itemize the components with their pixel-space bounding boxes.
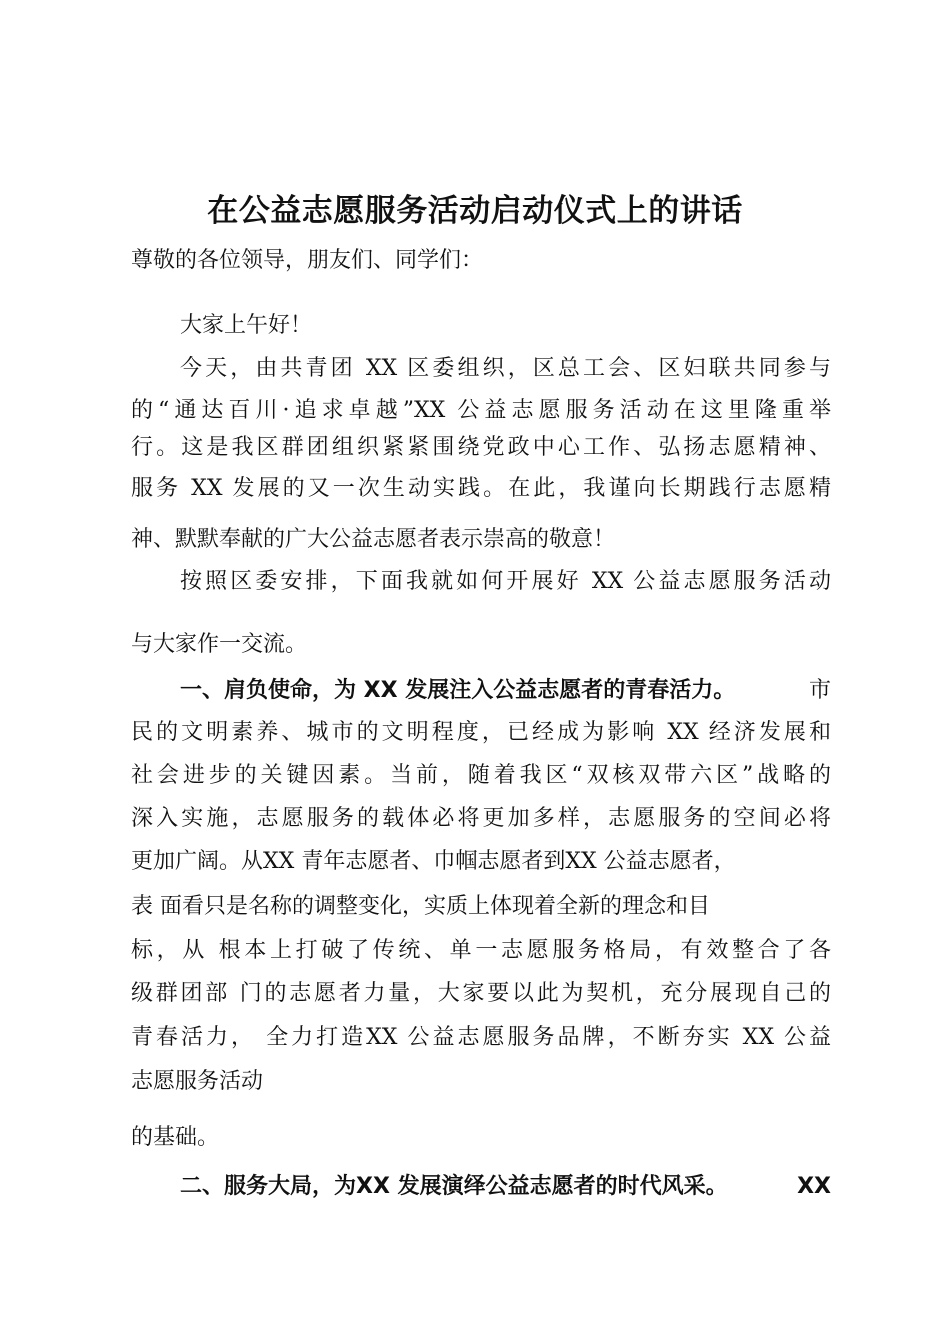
para1-line-1: 今天，由共青团 XX 区委组织，区总工会、区妇联共同参与 xyxy=(180,356,831,381)
section1-line-6: 标，从 根本上打破了传统、单一志愿服务格局，有效整合了各 xyxy=(131,938,831,963)
section1-line-4: 更加广阔。从XX 青年志愿者、巾帼志愿者到XX 公益志愿者， xyxy=(131,849,736,874)
section1-line-2: 社会进步的关键因素。当前，随着我区“双核双带六区”战略的 xyxy=(131,763,831,788)
greeting: 大家上午好！ xyxy=(180,313,313,338)
section1-lead: 市 xyxy=(808,678,831,703)
section1-first-line xyxy=(180,676,831,706)
section2-first-line xyxy=(180,1172,831,1202)
para1-line-3: 行。这是我区群团组织紧紧围绕党政中心工作、弘扬志愿精神、 xyxy=(131,435,831,460)
section1-line-8: 青春活力， 全力打造XX 公益志愿服务品牌，不断夯实 XX 公益 xyxy=(131,1025,831,1050)
section1-line-1: 民的文明素养、城市的文明程度，已经成为影响 XX 经济发展和 xyxy=(131,720,831,745)
section1-line-10: 的基础。 xyxy=(131,1125,220,1150)
section1-line-7: 级群团部 门的志愿者力量，大家要以此为契机，充分展现自己的 xyxy=(131,981,831,1006)
section1-heading: 一、肩负使命，为 XX 发展注入公益志愿者的青春活力。 xyxy=(180,678,736,703)
section1-line-9: 志愿服务活动 xyxy=(131,1069,264,1094)
section1-line-3: 深入实施，志愿服务的载体必将更加多样，志愿服务的空间必将 xyxy=(131,806,831,831)
section2-heading: 二、服务大局，为XX 发展演绎公益志愿者的时代风采。 xyxy=(180,1174,728,1199)
document-title: 在公益志愿服务活动启动仪式上的讲话 xyxy=(207,193,743,229)
para2-line-1: 按照区委安排，下面我就如何开展好 XX 公益志愿服务活动 xyxy=(180,569,831,594)
section2-lead: XX xyxy=(797,1174,831,1199)
para2-line-2: 与大家作一交流。 xyxy=(131,632,308,657)
para1-line-5: 神、默默奉献的广大公益志愿者表示崇高的敬意！ xyxy=(131,527,616,552)
para1-line-4: 服务 XX 发展的又一次生动实践。在此，我谨向长期践行志愿精 xyxy=(131,476,831,501)
salutation: 尊敬的各位领导，朋友们、同学们： xyxy=(131,248,484,273)
section1-line-5: 表 面看只是名称的调整变化，实质上体现着全新的理念和目 xyxy=(131,894,710,919)
para1-line-2: 的“通达百川·追求卓越”XX 公益志愿服务活动在这里隆重举 xyxy=(131,398,831,423)
